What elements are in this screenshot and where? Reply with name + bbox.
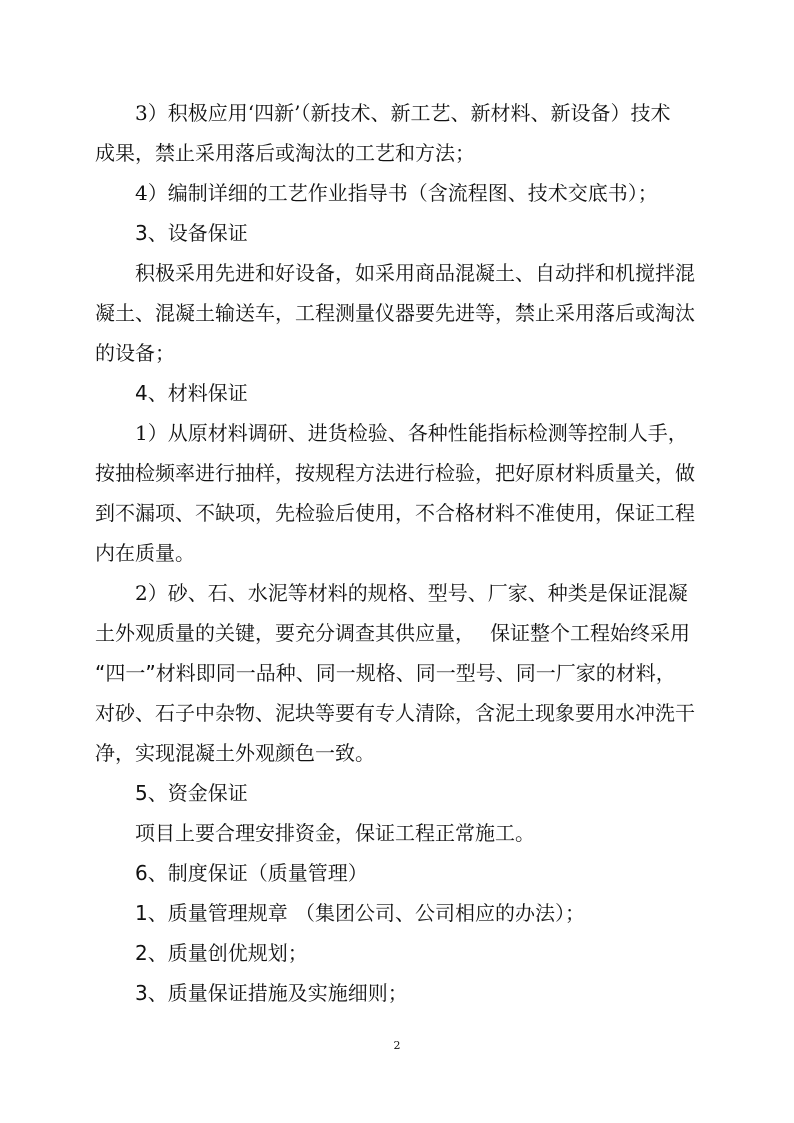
- text-segment: 保证整个工程始终采用: [490, 621, 690, 645]
- list-item-heading: 3、质量保证措施及实施细则；: [135, 981, 408, 1005]
- emphasized-text: “四一”材料即同一品种、同一规格、同一型号、同一厂家的材料，: [95, 661, 676, 685]
- heading-equipment: [0, 218, 794, 248]
- text-segment: 3）积极应用‘四新’（新技术、新工艺、新材料、新设备）技术: [135, 101, 671, 125]
- line-materials-2-5: [0, 738, 794, 768]
- line-materials-2-2: [0, 618, 794, 648]
- list-item-heading: 1、质量管理规章: [135, 901, 288, 925]
- text-segment: 成果，禁止采用落后或淘汰的工艺和方法；: [95, 141, 475, 165]
- line-equipment-3: [0, 338, 794, 368]
- text-segment: 土外观质量的关键，要充分调查其供应量，: [95, 621, 475, 645]
- section-heading: 6、制度保证（质量管理）: [135, 861, 368, 885]
- line-equipment-1: [0, 258, 794, 288]
- text-segment: 积极采用先进和好设备，如采用商品混凝土、自动拌和机搅拌混: [135, 261, 695, 285]
- text-segment: 1）从原材料调研、进货检验、各种性能指标检测等控制人手，: [135, 421, 688, 445]
- text-segment: 凝土、混凝土输送车，工程测量仪器要先进等，禁止采用落后或淘汰: [95, 301, 695, 325]
- line-materials-1-3: [0, 498, 794, 528]
- heading-funding: [0, 778, 794, 808]
- text-segment: 4）编制详细的工艺作业指导书（含流程图、技术交底书）；: [135, 181, 658, 205]
- line-materials-1-1: [0, 418, 794, 448]
- heading-system: [0, 858, 794, 888]
- section-heading: 4、材料保证: [135, 381, 248, 405]
- text-segment: （集团公司、公司相应的办法）；: [295, 901, 585, 925]
- text-segment: 对砂、石子中杂物、泥块等要有专人清除，含泥土现象要用水冲洗干: [95, 701, 695, 725]
- line-item-3-new-tech: [0, 98, 794, 128]
- line-system-3: [0, 978, 794, 1008]
- list-item-heading: 2、质量创优规划；: [135, 941, 308, 965]
- line-materials-2-4: [0, 698, 794, 728]
- text-segment: 按抽检频率进行抽样，按规程方法进行检验，把好原材料质量关，做: [95, 461, 695, 485]
- line-materials-1-2: [0, 458, 794, 488]
- text-segment: 到不漏项、不缺项，先检验后使用，不合格材料不准使用，保证工程: [95, 501, 695, 525]
- line-item-3-continued: [0, 138, 794, 168]
- section-heading: 5、资金保证: [135, 781, 248, 805]
- text-segment: 项目上要合理安排资金，保证工程正常施工。: [135, 821, 535, 845]
- text-segment: 净，实现混凝土外观颜色一致。: [95, 741, 375, 765]
- line-materials-1-4: [0, 538, 794, 568]
- line-system-1: [0, 898, 794, 928]
- text-segment: 内在质量。: [95, 541, 195, 565]
- text-segment: 的设备；: [95, 341, 175, 365]
- line-materials-2-3: [0, 658, 794, 688]
- line-system-2: [0, 938, 794, 968]
- line-funding-1: [0, 818, 794, 848]
- section-heading: 3、设备保证: [135, 221, 248, 245]
- line-item-4-guide: [0, 178, 794, 208]
- page-number: 2: [393, 1039, 401, 1052]
- heading-materials: [0, 378, 794, 408]
- line-materials-2-1: [0, 578, 794, 608]
- line-equipment-2: [0, 298, 794, 328]
- text-segment: 2）砂、石、水泥等材料的规格、型号、厂家、种类是保证混凝: [135, 581, 688, 605]
